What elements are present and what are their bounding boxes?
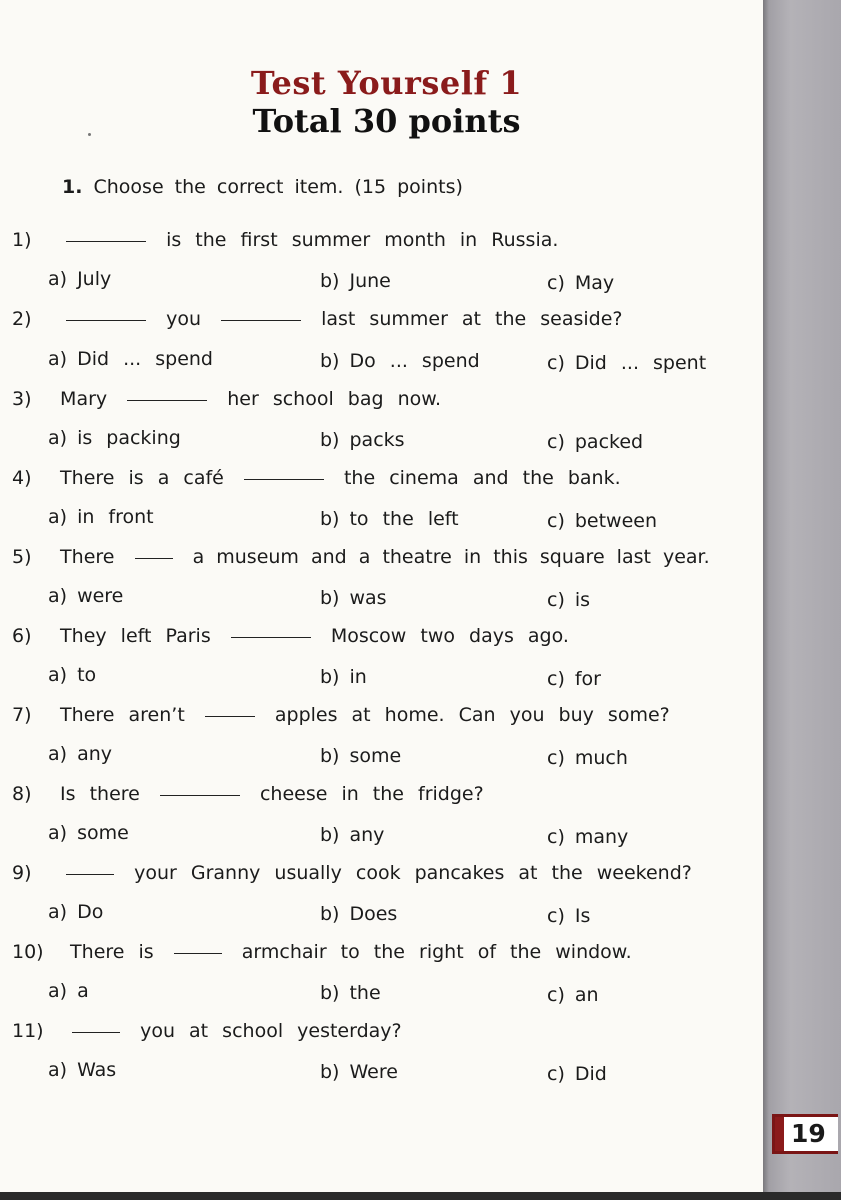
question-text: a museum and a theatre in this square last year. [192, 546, 710, 568]
answer-blank [127, 399, 207, 401]
question-4 [12, 467, 621, 489]
option-letter: a) [48, 348, 68, 370]
task-number: 1. [62, 176, 83, 198]
question-8 [12, 783, 484, 805]
option-b[interactable] [320, 824, 384, 846]
option-text: any [349, 824, 385, 846]
option-text: were [77, 585, 124, 607]
question-text: is the first summer month in Russia. [166, 229, 559, 251]
option-letter: b) [320, 508, 340, 530]
option-text: packs [349, 429, 405, 451]
option-letter: c) [547, 826, 565, 848]
option-letter: a) [48, 506, 68, 528]
question-text: Moscow two days ago. [330, 625, 569, 647]
question-number: 5) [12, 546, 32, 568]
option-letter: a) [48, 822, 68, 844]
answer-blank [135, 557, 173, 559]
answer-blank [66, 319, 146, 321]
bottom-edge [0, 1192, 841, 1200]
question-9 [12, 862, 692, 884]
question-number: 8) [12, 783, 32, 805]
option-text: Was [77, 1059, 117, 1081]
option-text: is packing [77, 427, 181, 449]
option-b[interactable] [320, 666, 367, 688]
option-c[interactable] [547, 984, 599, 1006]
question-number: 3) [12, 388, 32, 410]
question-text: cheese in the fridge? [259, 783, 484, 805]
question-5 [12, 546, 710, 568]
task-instruction [62, 176, 463, 198]
option-letter: c) [547, 589, 565, 611]
option-a[interactable] [48, 664, 96, 686]
question-text: her school bag now. [227, 388, 442, 410]
option-letter: b) [320, 350, 340, 372]
option-text: to the left [349, 508, 459, 530]
option-text: May [574, 272, 615, 294]
option-text: June [349, 270, 391, 292]
option-text: Do ... spend [349, 350, 480, 372]
option-a[interactable] [48, 901, 103, 923]
option-text: Did [574, 1063, 607, 1085]
question-1 [12, 229, 558, 251]
option-c[interactable] [547, 589, 590, 611]
option-text: much [574, 747, 628, 769]
option-c[interactable] [547, 352, 706, 374]
option-letter: b) [320, 903, 340, 925]
question-number: 7) [12, 704, 32, 726]
answer-blank [160, 794, 240, 796]
answer-blank [244, 478, 324, 480]
option-c[interactable] [547, 747, 628, 769]
page-title: Test Yourself 1 [250, 64, 523, 102]
option-letter: a) [48, 585, 68, 607]
option-b[interactable] [320, 1061, 398, 1083]
option-text: Did ... spend [77, 348, 213, 370]
question-7 [12, 704, 670, 726]
option-text: in front [77, 506, 154, 528]
question-10 [12, 941, 632, 963]
option-letter: a) [48, 743, 68, 765]
option-text: July [77, 268, 112, 290]
task-text: Choose the correct item. (15 points) [93, 176, 463, 198]
option-letter: c) [547, 905, 565, 927]
question-number: 11) [12, 1020, 44, 1042]
option-c[interactable] [547, 272, 614, 294]
option-letter: b) [320, 270, 340, 292]
option-text: between [574, 510, 658, 532]
option-b[interactable] [320, 429, 405, 451]
option-c[interactable] [547, 668, 601, 690]
option-letter: a) [48, 901, 68, 923]
option-letter: a) [48, 1059, 68, 1081]
page-fold-shadow [763, 0, 769, 1200]
question-number: 9) [12, 862, 32, 884]
option-letter: c) [547, 1063, 565, 1085]
option-b[interactable] [320, 903, 397, 925]
option-text: some [77, 822, 129, 844]
option-letter: b) [320, 587, 340, 609]
question-text: Mary [60, 388, 108, 410]
option-letter: c) [547, 352, 565, 374]
option-letter: b) [320, 1061, 340, 1083]
answer-blank [66, 240, 146, 242]
option-letter: a) [48, 427, 68, 449]
answer-blank [205, 715, 255, 717]
option-b[interactable] [320, 982, 381, 1004]
option-text: a [77, 980, 89, 1002]
option-text: Do [77, 901, 104, 923]
question-text: There is [70, 941, 154, 963]
question-number: 2) [12, 308, 32, 330]
option-text: many [574, 826, 629, 848]
option-text: Does [349, 903, 398, 925]
option-letter: b) [320, 429, 340, 451]
option-text: some [349, 745, 402, 767]
option-text: is [574, 589, 591, 611]
option-letter: b) [320, 745, 340, 767]
option-text: an [574, 984, 599, 1006]
option-a[interactable] [48, 585, 123, 607]
page-subtitle: Total 30 points [252, 102, 521, 140]
answer-blank [72, 1031, 120, 1033]
question-2 [12, 308, 623, 330]
question-number: 6) [12, 625, 32, 647]
option-letter: b) [320, 824, 340, 846]
option-text: to [77, 664, 97, 686]
option-a[interactable] [48, 427, 181, 449]
answer-blank [231, 636, 311, 638]
option-text: was [349, 587, 387, 609]
option-a[interactable] [48, 506, 154, 528]
option-letter: c) [547, 510, 565, 532]
option-letter: a) [48, 980, 68, 1002]
answer-blank [221, 319, 301, 321]
question-number: 10) [12, 941, 44, 963]
option-c[interactable] [547, 510, 657, 532]
option-text: Is [574, 905, 591, 927]
question-3 [12, 388, 441, 410]
option-text: Were [349, 1061, 398, 1083]
question-text: There [60, 546, 115, 568]
option-text: any [77, 743, 112, 765]
question-number: 1) [12, 229, 32, 251]
question-text: Is there [60, 783, 140, 805]
question-text: the cinema and the bank. [343, 467, 621, 489]
option-c[interactable] [547, 826, 628, 848]
question-6 [12, 625, 569, 647]
page-number-bar [775, 1117, 784, 1151]
option-a[interactable] [48, 743, 112, 765]
option-a[interactable] [48, 822, 129, 844]
option-c[interactable] [547, 1063, 607, 1085]
question-text: There aren’t [60, 704, 185, 726]
question-text: you at school yesterday? [140, 1020, 402, 1042]
option-letter: c) [547, 272, 565, 294]
option-a[interactable] [48, 980, 89, 1002]
question-text: They left Paris [60, 625, 211, 647]
page-number-tab [772, 1114, 838, 1154]
option-letter: c) [547, 984, 565, 1006]
option-b[interactable] [320, 587, 387, 609]
answer-blank [174, 952, 222, 954]
option-letter: b) [320, 982, 340, 1004]
option-c[interactable] [547, 431, 643, 453]
option-letter: c) [547, 431, 565, 453]
question-text: your Granny usually cook pancakes at the weekend? [134, 862, 692, 884]
option-c[interactable] [547, 905, 590, 927]
question-text: last summer at the seaside? [321, 308, 623, 330]
question-11 [12, 1020, 402, 1042]
question-text: armchair to the right of the window. [241, 941, 632, 963]
option-text: Did ... spent [574, 352, 707, 374]
option-text: in [349, 666, 367, 688]
question-text: There is a café [60, 467, 224, 489]
option-b[interactable] [320, 270, 391, 292]
answer-blank [66, 873, 114, 875]
option-text: packed [574, 431, 644, 453]
option-letter: c) [547, 668, 565, 690]
option-b[interactable] [320, 508, 459, 530]
page-number: 19 [791, 1119, 826, 1148]
question-text: apples at home. Can you buy some? [274, 704, 670, 726]
option-b[interactable] [320, 350, 480, 372]
book-spine-margin [763, 0, 841, 1200]
option-a[interactable] [48, 348, 213, 370]
option-text: for [574, 668, 601, 690]
option-text: the [349, 982, 381, 1004]
option-letter: a) [48, 664, 68, 686]
question-text: you [166, 308, 202, 330]
option-letter: a) [48, 268, 68, 290]
option-letter: b) [320, 666, 340, 688]
option-letter: c) [547, 747, 565, 769]
option-b[interactable] [320, 745, 401, 767]
question-number: 4) [12, 467, 32, 489]
option-a[interactable] [48, 1059, 116, 1081]
option-a[interactable] [48, 268, 111, 290]
